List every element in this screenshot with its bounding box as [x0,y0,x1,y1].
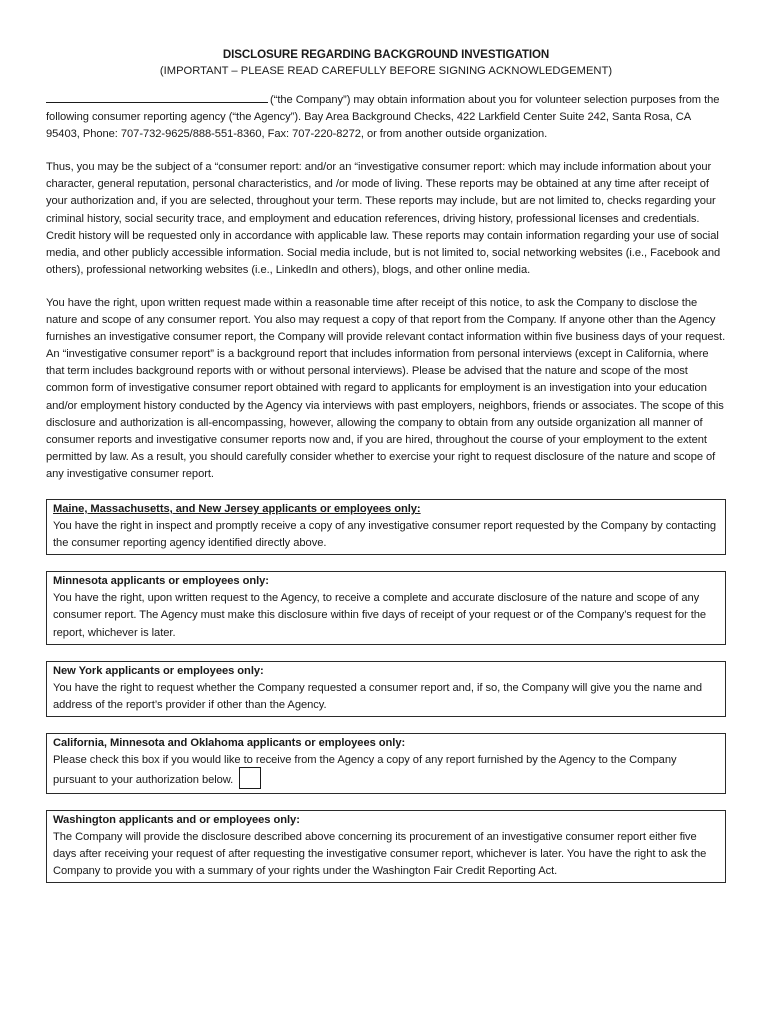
newyork-notice-box [46,661,726,717]
document-subtitle: (IMPORTANT – PLEASE READ CAREFULLY BEFORE SIGNING ACKNOWLEDGEMENT) [159,65,613,77]
maine-notice-box [46,499,726,555]
rights-paragraph: You have the right, upon written request made within a reasonable time after receipt of this notice, to ask the Company to disclose the nature and scope of any consumer report. You also may request a copy of that report from the Company. If anyone other than the Agency furnishes an investigative consumer report, the Company will provide relevant contact information within five business days of your request. An “investigative consumer report” is a background report that includes information from personal interviews (except in California, where that term includes background reports with or without personal interviews). Please be advised that the nature and scope of the most common form of investigative consumer report obtained with regard to applicants for employment is an investigation into your education and/or employment history conducted by the Agency via interviews with past employers, neighbors, friends or associates. The scope of this disclosure and authorization is all-encompassing, however, allowing the company to obtain from any outside organization all manner of consumer reports and investigative consumer reports now and, if you are hired, throughout the course of your employment to the extent permitted by law. As a result, you should carefully consider whether to exercise your right to request disclosure of the nature and scope of any investigative consumer report. [46,296,726,480]
minnesota-notice-heading: Minnesota applicants or employees only: [53,575,269,588]
document-title: DISCLOSURE REGARDING BACKGROUND INVESTIGATION [222,48,550,61]
maine-notice-body: You have the right in inspect and promptly receive a copy of any investigative consumer report requested by the Company by contacting the consumer reporting agency identified directly above. [53,520,716,550]
newyork-notice-heading: New York applicants or employees only: [53,664,264,677]
washington-notice-heading: Washington applicants and or employees only: [53,814,300,827]
washington-notice-body: The Company will provide the disclosure described above concerning its procurement of an investigative consumer report either five days after receiving your request of after requesting the investigative consumer report, whichever is later. You have the right to ask the Company to provide you with a summary of your rights under the Washington Fair Credit Reporting Act. [53,831,707,878]
california-notice-body-wrap [53,752,719,791]
california-notice-heading: California, Minnesota and Oklahoma applicants or employees only: [53,736,406,749]
newyork-notice-body: You have the right to request whether the Company requested a consumer report and, if so, the Company will give you the name and address of the report’s provider if other than the Agency. [53,681,703,711]
california-notice-box [46,733,726,794]
minnesota-notice-box [46,571,726,644]
washington-notice-box [46,810,726,883]
company-intro-text: (“the Company”) may obtain information about you for volunteer selection purposes from the following consumer reporting agency (“the Agency”). Bay Area Background Checks, 422 Larkfield Center Suite 242, Santa Rosa, CA 95403, Phone: 707-732-9625/888-551-8360, Fax: 707-220-8272, or from another outside organization. [46,94,720,141]
disclosure-document [46,47,726,899]
consumer-report-paragraph: Thus, you may be the subject of a “consumer report: and/or an “investigative consumer report: which may include information about your character, general reputation, personal characteristics, and /or mode of living. These reports may be obtained at any time after receipt of your authorization and, if you are selected, throughout your term. These reports may include, but are not limited to, checks regarding your criminal history, social security trace, and employment and education references, driving history, professional licenses and credentials. Credit history will be requested only in accordance with applicable law. These reports may contain information regarding your use of social media, and other publicly accessible information. Social media include, but is not limited to, social networking websites (i.e., Facebook and others), professional networking websites (i.e., LinkedIn and others), blogs, and other online media. [46,161,721,276]
company-intro-paragraph [46,91,726,143]
company-name-blank[interactable] [46,91,268,103]
maine-notice-heading: Maine, Massachusetts, and New Jersey applicants or employees only: [53,502,421,515]
report-copy-checkbox[interactable] [239,767,261,789]
minnesota-notice-body: You have the right, upon written request to the Agency, to receive a complete and accurate disclosure of the nature and scope of any consumer report. The Agency must make this disclosure within five days of receipt of your request or of the Company’s request for the report, whichever is later. [53,592,707,639]
california-notice-body: Please check this box if you would like to receive from the Agency a copy of any report furnished by the Agency to the Company pursuant to your authorization below. [53,754,677,787]
